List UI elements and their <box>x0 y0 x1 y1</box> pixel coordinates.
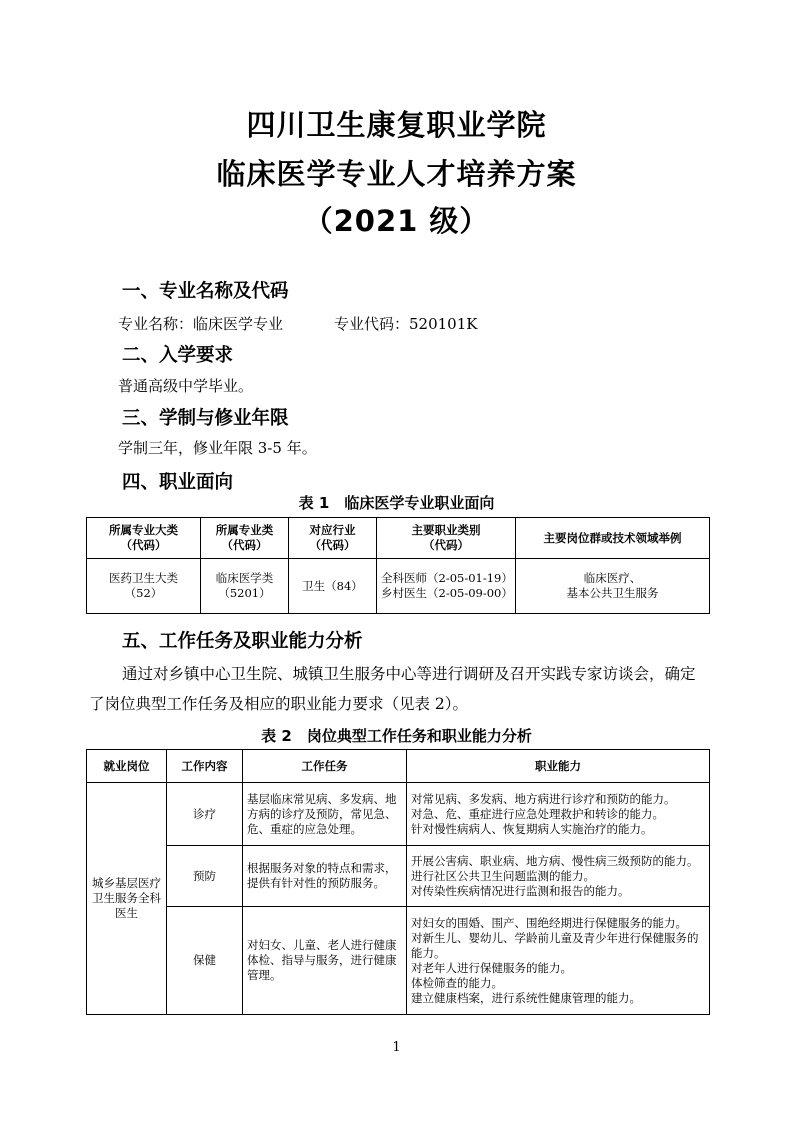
table1-cell: 临床医学类 （5201） <box>201 559 289 614</box>
table2-ability-cell: 对妇女的围婚、围产、围绝经期进行保健服务的能力。 对新生儿、婴幼儿、学龄前儿童及青少年进行保健服务的 能力。 对老年人进行保健服务的能力。 体检筛查的能力。 建立健康档案，进行系统性健康管理的能力。 <box>407 907 710 1015</box>
section-heading-task-analysis: 五、工作任务及职业能力分析 <box>122 631 363 652</box>
table1-caption: 表 1 临床医学专业职业面向 <box>298 494 495 512</box>
table1-header-cell: 主要职业类别 （代码） <box>377 518 516 559</box>
table2-header-cell: 工作内容 <box>167 750 243 783</box>
table1-cell: 卫生（84） <box>289 559 377 614</box>
section-heading-admission: 二、入学要求 <box>122 345 234 366</box>
admission-text: 普通高级中学毕业。 <box>118 377 254 395</box>
major-code-text: 专业代码：520101K <box>334 315 478 333</box>
table1-header-cell: 对应行业 （代码） <box>289 518 377 559</box>
table-row <box>87 783 710 846</box>
table2-ability-cell: 开展公害病、职业病、地方病、慢性病三级预防的能力。 进行社区公共卫生问题监测的能力。 对传染性疾病情况进行监测和报告的能力。 <box>407 846 710 907</box>
major-name-text: 专业名称：临床医学专业 <box>118 315 284 333</box>
duration-text: 学制三年，修业年限 3-5 年。 <box>118 439 317 457</box>
analysis-paragraph-line-1: 通过对乡镇中心卫生院、城镇卫生服务中心等进行调研及召开实践专家访谈会，确定 <box>122 665 696 683</box>
table1-header-cell: 所属专业大类 （代码） <box>87 518 201 559</box>
table-row <box>87 907 710 1015</box>
table2-header-cell: 就业岗位 <box>87 750 167 783</box>
table1-header-cell: 所属专业类 （代码） <box>201 518 289 559</box>
section-heading-major-name: 一、专业名称及代码 <box>122 281 289 302</box>
section-heading-duration: 三、学制与修业年限 <box>122 408 289 429</box>
table1-cell: 临床医疗、 基本公共卫生服务 <box>516 559 710 614</box>
table2-task-ability <box>86 749 710 1015</box>
analysis-paragraph-line-2: 了岗位典型工作任务及相应的职业能力要求（见表 2）。 <box>89 695 469 713</box>
section-heading-career: 四、职业面向 <box>122 472 234 493</box>
table1-header-cell: 主要岗位群或技术领域举例 <box>516 518 710 559</box>
table2-ability-cell: 对常见病、多发病、地方病进行诊疗和预防的能力。 对急、危、重症进行应急处理救护和转诊的能力。 针对慢性病病人、恢复期病人实施治疗的能力。 <box>407 783 710 846</box>
table2-header-cell: 职业能力 <box>407 750 710 783</box>
table1-career-orientation <box>86 517 710 614</box>
table1-cell: 全科医师（2-05-01-19） 乡村医生（2-05-09-00） <box>377 559 516 614</box>
document-title-line-3: （2021 级） <box>303 204 490 238</box>
table2-content-cell: 预防 <box>167 846 243 907</box>
table2-post-cell: 城乡基层医疗 卫生服务全科 医生 <box>87 783 167 1015</box>
table2-task-cell: 基层临床常见病、多发病、地 方病的诊疗及预防，常见急、 危、重症的应急处理。 <box>243 783 407 846</box>
table2-header-cell: 工作任务 <box>243 750 407 783</box>
table2-content-cell: 保健 <box>167 907 243 1015</box>
table1-cell: 医药卫生大类 （52） <box>87 559 201 614</box>
table2-caption: 表 2 岗位典型工作任务和职业能力分析 <box>261 727 532 745</box>
document-title-line-2: 临床医学专业人才培养方案 <box>216 157 577 191</box>
table-row <box>87 846 710 907</box>
table-row <box>87 559 710 614</box>
table2-content-cell: 诊疗 <box>167 783 243 846</box>
table2-task-cell: 根据服务对象的特点和需求， 提供有针对性的预防服务。 <box>243 846 407 907</box>
document-title-line-1: 四川卫生康复职业学院 <box>246 108 547 142</box>
page-number: 1 <box>392 1040 401 1055</box>
table2-task-cell: 对妇女、儿童、老人进行健康 体检、指导与服务，进行健康 管理。 <box>243 907 407 1015</box>
